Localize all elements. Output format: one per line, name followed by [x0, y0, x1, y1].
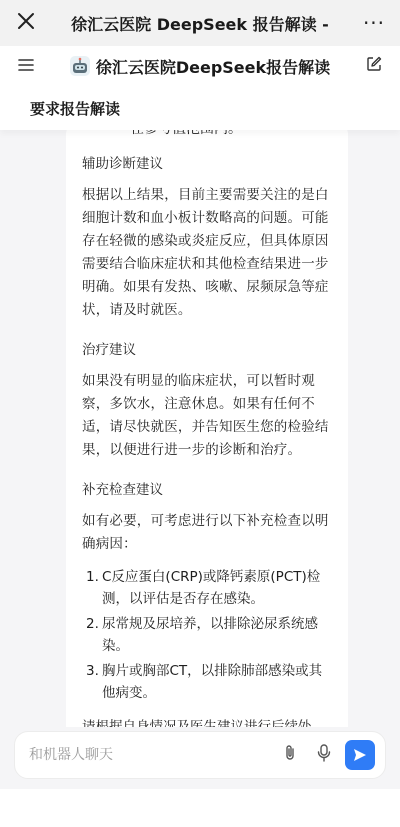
section-text-diagnosis: 根据以上结果，目前主要需要关注的是白细胞计数和血小板计数略高的问题。可能存在轻微的感染或炎症反应，但具体原因需要结合临床症状和其他检查结果进一步明确。如果有发热、咳嗽、尿频尿急等症状，请及时就医。 [82, 187, 329, 318]
section-title-diagnosis: 辅助诊断建议 [82, 156, 163, 172]
chat-area[interactable] [0, 130, 400, 727]
bot-message-bubble [66, 122, 348, 780]
app-logo-icon [70, 56, 90, 76]
section-title-treatment: 治疗建议 [82, 342, 136, 358]
window-title: 徐汇云医院 DeepSeek 报告解读 - [71, 14, 329, 34]
microphone-icon[interactable] [307, 744, 341, 767]
close-icon[interactable] [0, 11, 52, 36]
send-button[interactable] [345, 740, 375, 770]
list-item-text: C反应蛋白(CRP)或降钙素原(PCT)检测，以评估是否存在感染。 [102, 569, 321, 607]
edit-icon[interactable] [348, 56, 400, 76]
list-item [82, 613, 332, 657]
list-item-number: 2. [86, 616, 99, 632]
chat-input[interactable] [29, 747, 273, 763]
composer [14, 731, 386, 779]
list-item [82, 660, 332, 704]
app-header [0, 46, 400, 86]
list-item-number: 3. [86, 663, 99, 679]
more-icon[interactable]: ··· [362, 11, 386, 35]
user-message: 要求报告解读 [30, 99, 121, 118]
bottom-safe-area [0, 789, 400, 827]
section-title-extra-tests: 补充检查建议 [82, 482, 163, 498]
send-icon [353, 748, 367, 762]
list-item [82, 566, 332, 610]
section-intro-extra-tests: 如有必要，可考虑进行以下补充检查以明确病因： [82, 513, 329, 552]
app-brand [52, 55, 348, 78]
extra-tests-list [82, 566, 332, 704]
attach-icon[interactable] [273, 744, 307, 767]
menu-icon[interactable] [0, 56, 52, 77]
list-item-text: 胸片或胸部CT，以排除肺部感染或其他病变。 [102, 663, 323, 701]
section-text-treatment: 如果没有明显的临床症状，可以暂时观察，多饮水，注意休息。如果有任何不适，请尽快就医，并告知医生您的检验结果，以便进行进一步的诊断和治疗。 [82, 373, 329, 458]
app-title: 徐汇云医院DeepSeek报告解读 [95, 57, 331, 77]
list-item-text: 尿常规及尿培养，以排除泌尿系统感染。 [102, 616, 318, 654]
window-topbar [0, 0, 400, 46]
list-item-number: 1. [86, 569, 99, 585]
user-message-bar [0, 86, 400, 130]
composer-bar [0, 727, 400, 827]
